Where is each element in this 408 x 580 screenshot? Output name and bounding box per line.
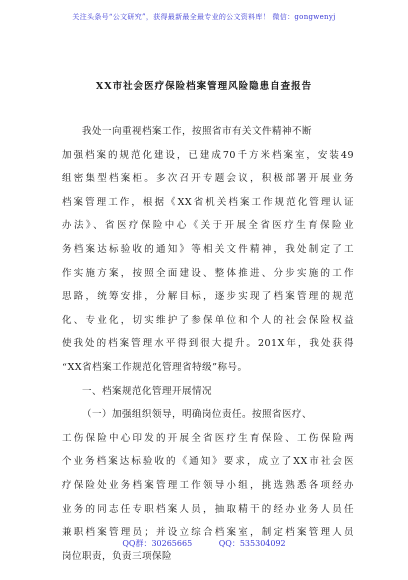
body-line: 业务的同志任专职档案人员，抽取精干的经办业务人员任 (62, 503, 354, 515)
body-line: 兼职档案管理员；并设立综合档案室，制定档案管理人员 (62, 527, 354, 539)
qq-number: QQ：535304092 (218, 539, 286, 548)
subsection-heading: （一）加强组织领导，明确岗位责任。按照省医疗、 (82, 409, 313, 421)
body-line: 化、专业化，切实维护了参保单位和个人的社会保险权益 (62, 314, 354, 326)
qq-group-number: QQ群：30265665 (122, 539, 193, 548)
document-title: XX市社会医疗保险档案管理风险隐患自查报告 (95, 81, 313, 92)
body-line: 岗位职责，负责三项保险 (62, 550, 173, 562)
section-heading: 一、档案规范化管理开展情况 (82, 385, 213, 397)
body-line: 我处一向重视档案工作，按照省市有关文件精神不断 (82, 126, 313, 137)
body-line: 疗保险处业务档案管理工作领导小组，挑选熟悉各项经办 (62, 479, 354, 491)
body-line: 办法》、省医疗保险中心《关于开展全省医疗生育保险业 (62, 220, 354, 232)
body-line: 个业务档案达标验收的《通知》要求，成立了XX市社会医 (62, 456, 354, 468)
body-line: 档案管理工作，根据《XX省机关档案工作规范化管理认证 (62, 196, 354, 208)
body-line: 作实施方案，按照全面建设、整体推进、分步实施的工作 (62, 267, 354, 279)
body-line: “XX省档案工作规范化管理省特级”称号。 (62, 361, 248, 373)
document-body (62, 120, 354, 568)
body-line: 使我处的档案管理水平得到很大提升。201X年，我处获得 (62, 338, 354, 350)
body-line: 工伤保险中心印发的开展全省医疗生育保险、工伤保险两 (62, 432, 354, 444)
promo-header: 关注头条号“公文研究”，获得最新最全最专业的公文资料库！ 微信：gongwenyj (72, 13, 336, 21)
body-line: 务档案达标验收的通知》等相关文件精神，我处制定了工 (62, 243, 354, 255)
contact-footer (0, 538, 408, 549)
body-line: 思路，统筹安排，分解目标，逐步实现了档案管理的规范 (62, 291, 354, 303)
body-line: 加强档案的规范化建设，已建成70千方米档案室，安装49 (62, 149, 354, 161)
body-line: 组密集型档案柜。多次召开专题会议，积极部署开展业务 (62, 173, 354, 185)
